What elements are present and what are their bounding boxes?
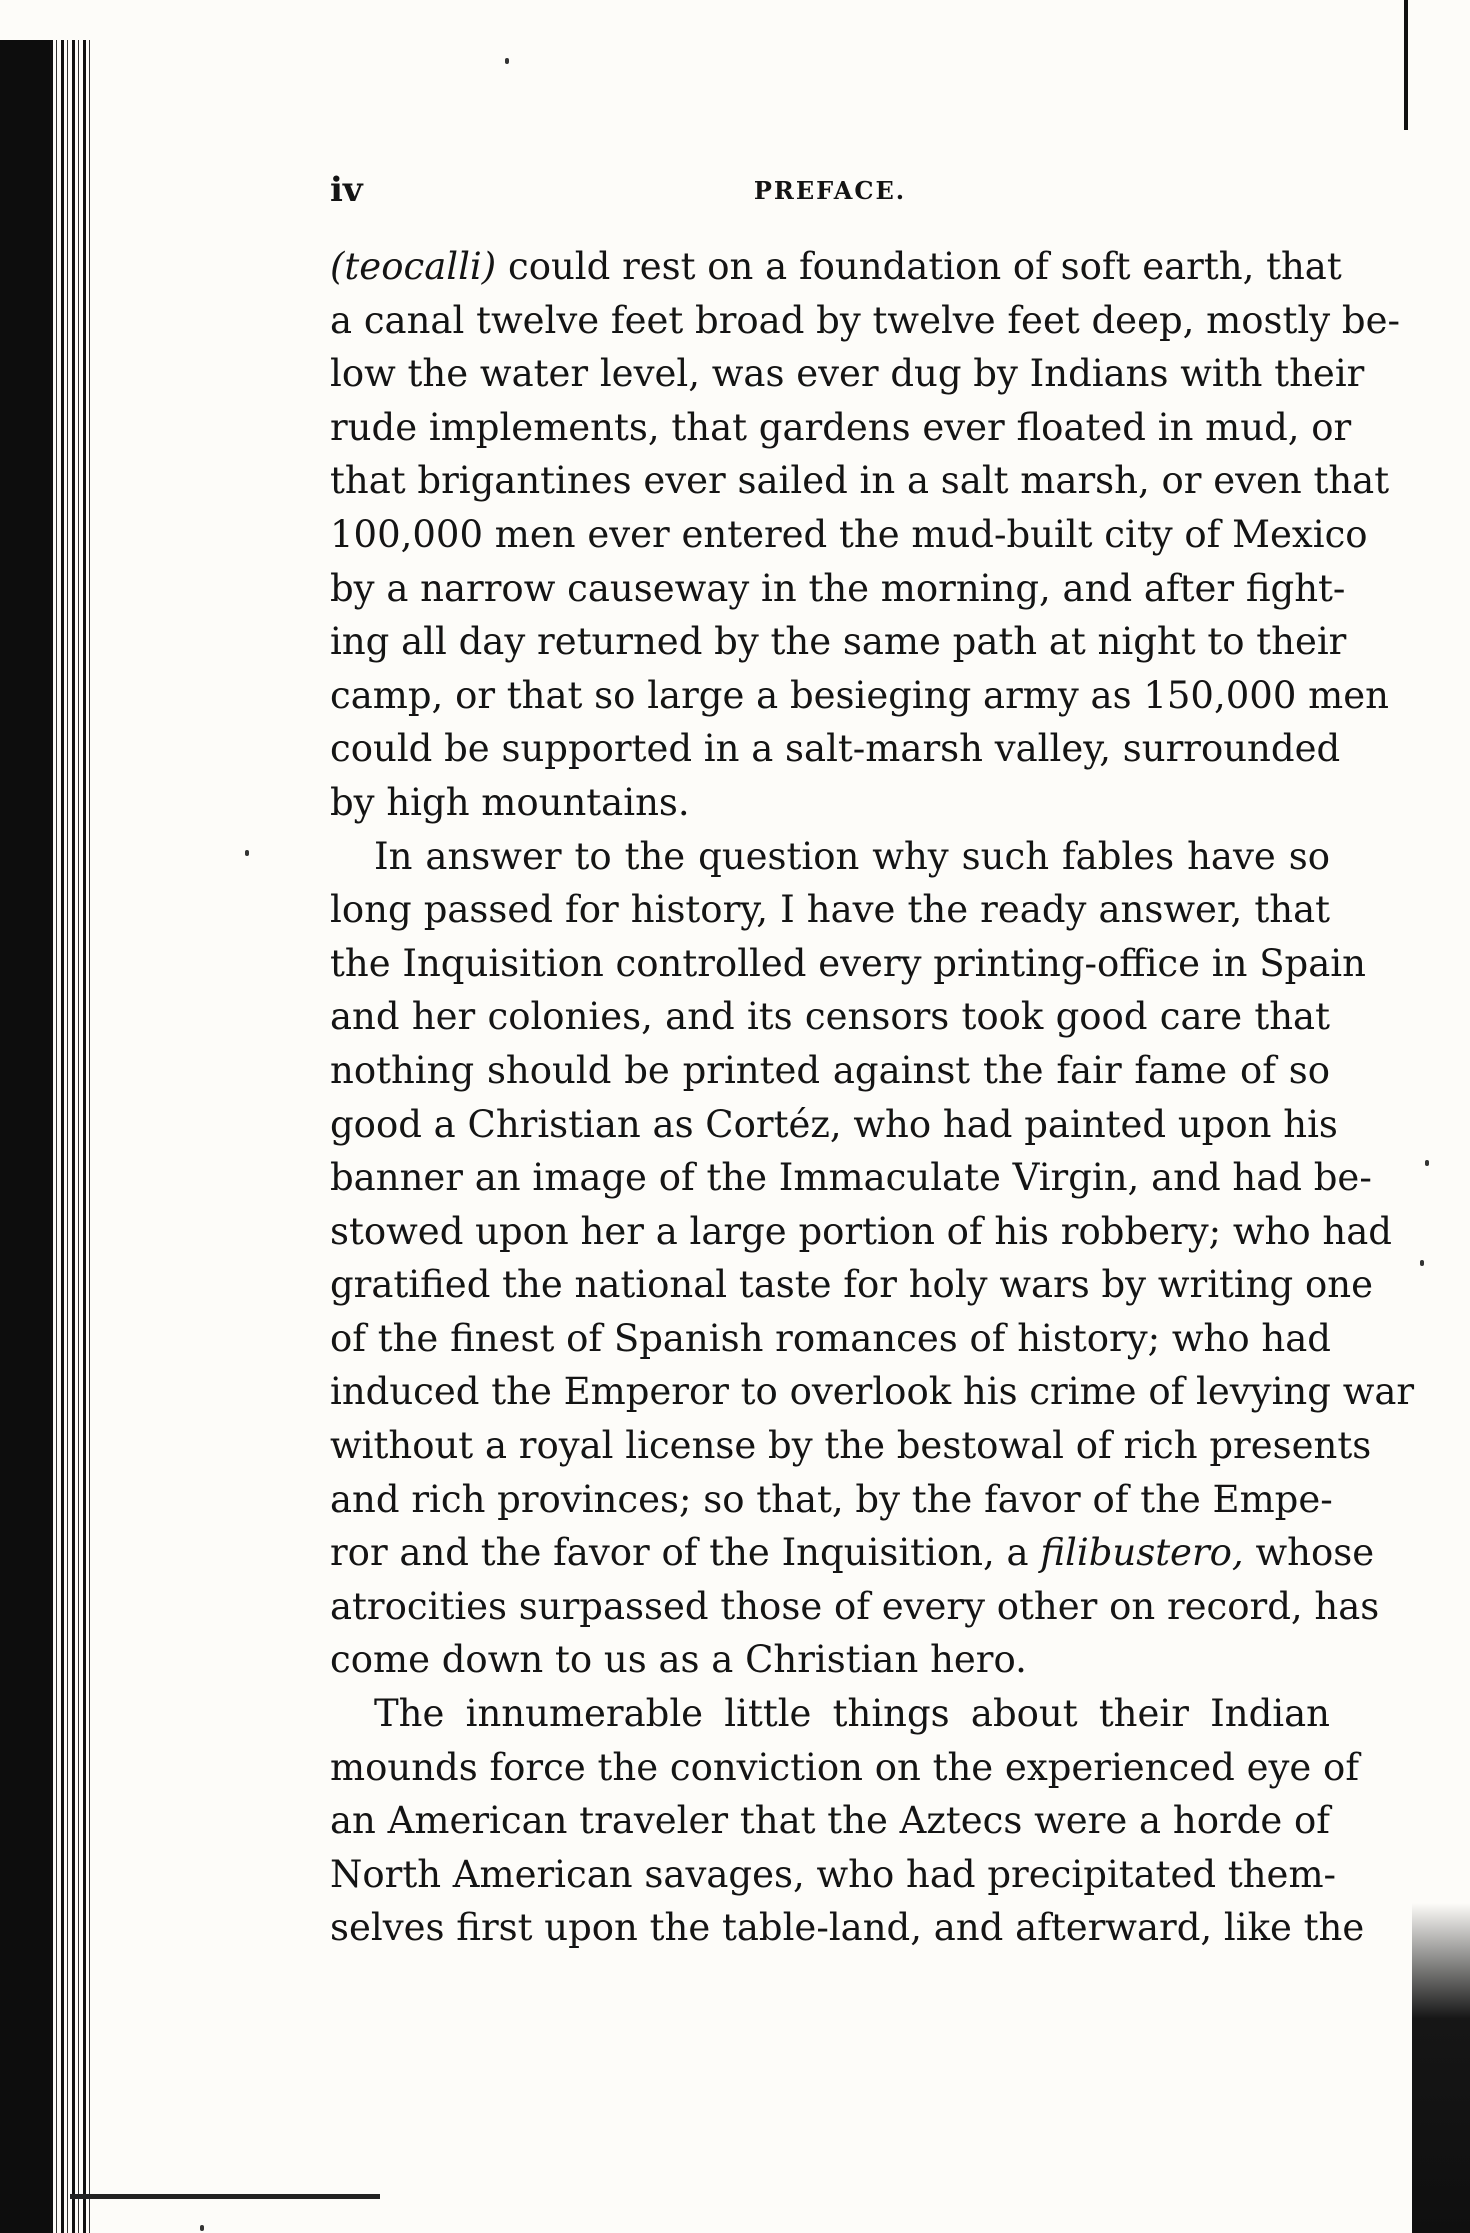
page-content [330,170,1415,1955]
text-line: atrocities surpassed those of every other on record, has [330,1584,1380,1628]
text-line: a canal twelve feet broad by twelve feet deep, mostly be- [330,298,1400,342]
text-line: 100,000 men ever entered the mud-built city of Mexico [330,512,1368,556]
running-head [330,170,1330,220]
text-line: an American traveler that the Aztecs were a horde of [330,1799,1330,1843]
paragraph-1 [330,240,1400,830]
text-line: low the water level, was ever dug by Indians with their [330,352,1365,396]
text-line: (teocalli) could rest on a foundation of soft earth, that [330,245,1342,288]
edge-mark-top [1404,0,1408,130]
binding-stripes [50,40,92,2233]
binding-edge [0,40,50,2233]
text-line: without a royal license by the bestowal of rich presents [330,1424,1372,1468]
text-line: long passed for history, I have the ready answer, that [330,888,1330,932]
text-line: by a narrow causeway in the morning, and after fight- [330,566,1346,610]
text-line: stowed upon her a large portion of his robbery; who had [330,1209,1392,1253]
text-line: North American savages, who had precipitated them- [330,1852,1337,1896]
text-line: In answer to the question why such fables have so [374,834,1330,878]
text-line: camp, or that so large a besieging army as 150,000 men [330,673,1389,717]
text-line: induced the Emperor to overlook his crime of levying war [330,1370,1415,1414]
text-line: ing all day returned by the same path at night to their [330,620,1347,664]
speck [200,2225,204,2231]
text-line: the Inquisition controlled every printing-office in Spain [330,941,1366,985]
running-title: PREFACE. [753,176,907,205]
text-line: of the finest of Spanish romances of history; who had [330,1316,1331,1360]
speck [245,850,249,856]
text-line: good a Christian as Cortéz, who had painted upon his [330,1102,1338,1146]
edge-mark-bottom [1412,1903,1470,2233]
page-number: iv [330,170,363,210]
bottom-rule [70,2194,380,2199]
text-line: by high mountains. [330,780,690,824]
text-line: that brigantines ever sailed in a salt marsh, or even that [330,459,1390,503]
speck [505,58,509,64]
paragraph-3 [330,1687,1365,1955]
speck [1425,1160,1429,1166]
text-line: could be supported in a salt-marsh valley, surrounded [330,727,1341,771]
text-line: and rich provinces; so that, by the favor of the Empe- [330,1477,1333,1521]
italic-term: filibustero, [1040,1531,1244,1575]
text-line: and her colonies, and its censors took good care that [330,995,1330,1039]
text-line: The innumerable little things about their Indian [374,1692,1330,1736]
speck [1420,1260,1424,1266]
text-line: mounds force the conviction on the experienced eye of [330,1745,1360,1789]
text-line: come down to us as a Christian hero. [330,1638,1027,1682]
text-line: rude implements, that gardens ever floated in mud, or [330,405,1352,449]
text-line: ror and the favor of the Inquisition, a filibustero, whose [330,1531,1375,1575]
paragraph-2 [330,830,1415,1688]
text-line: nothing should be printed against the fair fame of so [330,1048,1330,1092]
text-line: selves first upon the table-land, and afterward, like the [330,1906,1365,1950]
text-line: banner an image of the Immaculate Virgin, and had be- [330,1156,1372,1200]
italic-term: (teocalli) [330,245,497,288]
text-line: gratified the national taste for holy wars by writing one [330,1263,1374,1307]
